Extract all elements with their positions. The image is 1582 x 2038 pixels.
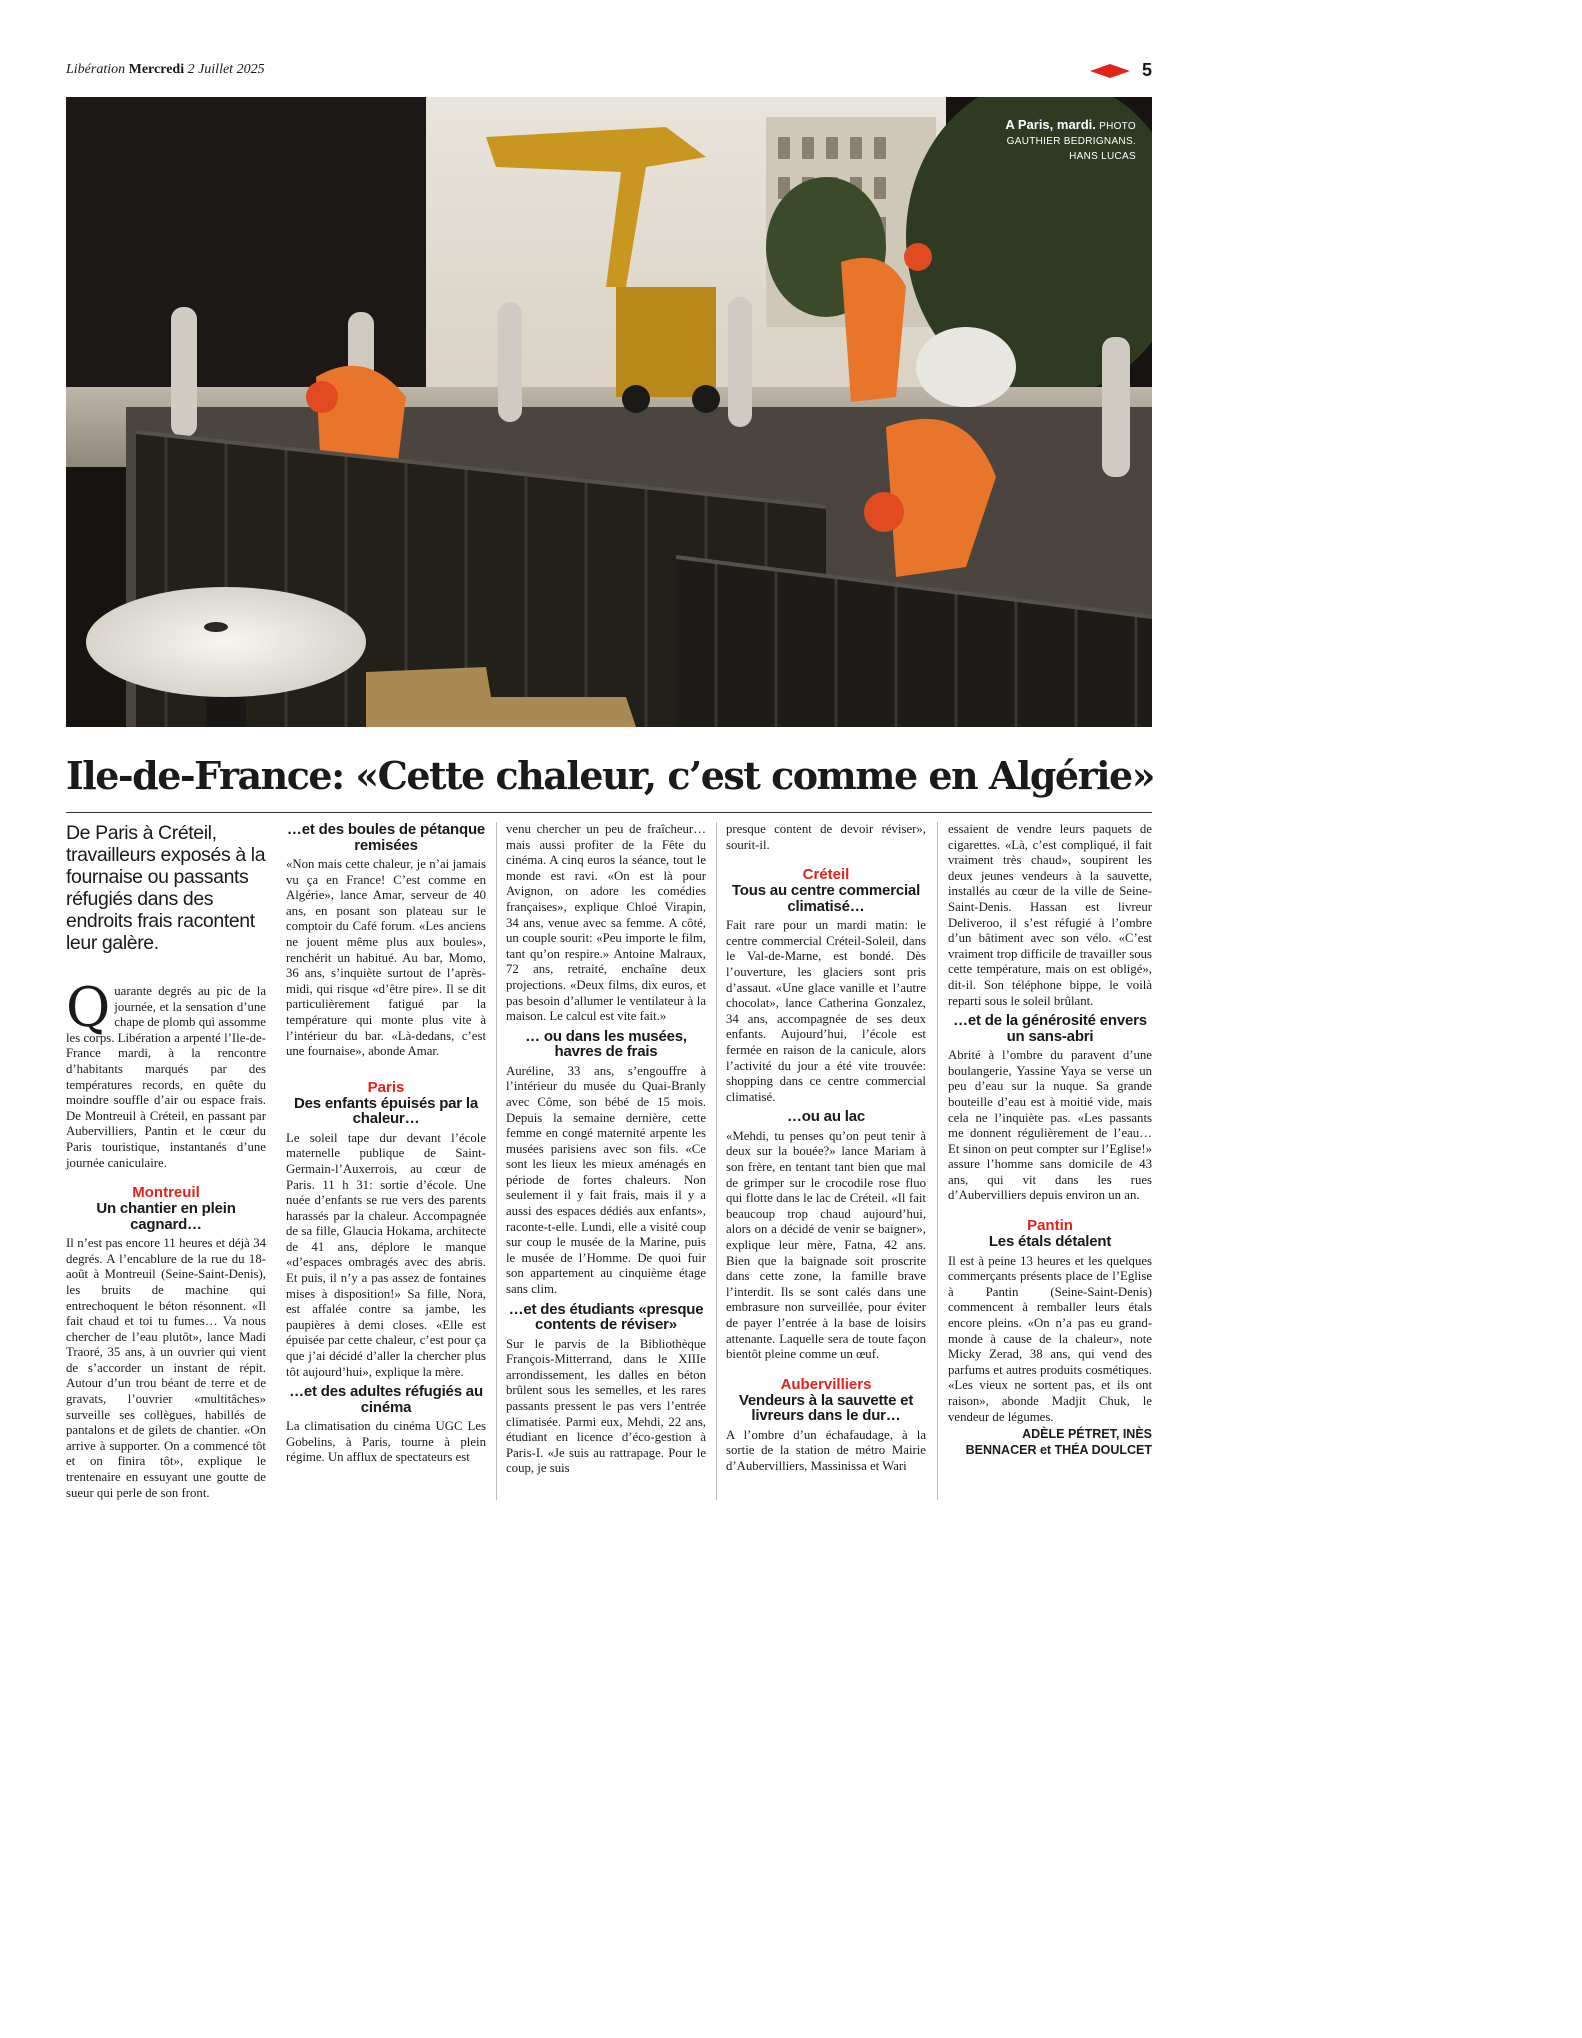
article-standfirst: De Paris à Créteil, travailleurs exposés à la fournaise ou passants réfugiés dans des endroits frais racontent leur galère. xyxy=(66,822,266,954)
section-kicker-paris: Paris xyxy=(367,1078,405,1096)
publication-name: Libération xyxy=(66,62,126,77)
masthead xyxy=(66,62,265,78)
article-column-1 xyxy=(66,822,266,1501)
section-kicker-montreuil: Montreuil xyxy=(132,1184,200,1202)
paragraph-montreuil: Il n’est pas encore 11 heures et déjà 34 degrés. A l’encablure de la rue du 18-août à Montreuil (Seine-Saint-Denis), les bruits de machine qui entrechoquent le béton résonnent. «Il fait chaud et toi tu fumes… Va nous chercher de l’eau plutôt», lance Madi Traoré, 35 ans, à un ouvrier qui vient de s’accorder un instant de répit. Autour d’un trou béant de terre et de gravats, l’ouvrier «multitâches» surveille ses collègues, habillés de pantalons et de gilets de chantier. «On arrive à supporter. On a commencé tôt et on finira tôt», explique le trentenaire en essuyant une goutte de sueur qui perle de son front. xyxy=(66,1236,266,1500)
article-headline: Ile-de-France: «Cette chaleur, c’est comme en Algérie» xyxy=(66,753,1154,798)
article-column-2 xyxy=(286,822,486,1466)
intro-text: uarante degrés au pic de la journée, et la sensation d’une chape de plomb qui assomme les corps. Libération a arpenté l’Ile-de-France mardi, à la rencontre d’habitants marqués par des températures records, en quête du moindre souffle d’air ou espace frais. De Montreuil à Créteil, en passant par Aubervilliers, Pantin et le cœur du Paris touristique, instantanés d’une journée caniculaire. xyxy=(66,984,266,1170)
column-divider xyxy=(496,822,497,1500)
article-byline: ADÈLE PÉTRET, INÈS BENNACER et THÉA DOULCET xyxy=(965,1427,1152,1457)
paragraph-paris: Le soleil tape dur devant l’école maternelle publique de Saint-Germain-l’Auxerrois, au cœur de Paris. 11 h 31: sortie d’école. Une nuée d’enfants se rue vers des parents harassés par la chaleur. Accompagnée de sa fille, Glaucia Hokama, architecte de 41 ans, déplore le manque «d’espaces ombragés avec des abris. Et puis, il n’y a pas assez de fontaines mises à disposition!» Sa fille, Nora, est affalée contre sa jambe, les paupières à demi closes. «Elle est épuisée par cette chaleur, c’est pour ça que j’ai décidé d’aller la chercher plus tôt aujourd’hui», explique la mère. xyxy=(286,1130,486,1379)
caption-place: A Paris, mardi. xyxy=(1005,117,1096,132)
column-divider xyxy=(716,822,717,1500)
caption-credit: PHOTO GAUTHIER BEDRIGNANS. HANS LUCAS xyxy=(1006,121,1136,162)
page-header xyxy=(66,62,1152,84)
paragraph-aubervilliers-end: essaient de vendre leurs paquets de cigarettes. «Là, c’est compliqué, il fait vraiment très chaud», soupirent les deux jeunes vendeurs à la sauvette, installés au cœur de la ville de Seine-Saint-Denis. Hassan est livreur Deliveroo, il s’est réfugié à l’ombre d’un bâtiment avec son vélo. «C’est vraiment trop difficile de travailler sous cette température, mais on est obligé», dit-il. Son téléphone bippe, le voilà reparti sous le soleil brûlant. xyxy=(948,822,1152,1008)
paragraph-lac: «Mehdi, tu penses qu’on peut tenir à deux sur la bouée?» lance Mariam à son frère, en tentant tant bien que mal de grimper sur le crocodile rose fluo qui flotte dans le lac de Créteil. «Il fait beaucoup trop chaud aujourd’hui, alors on a décidé de venir se baigner», explique leur mère, Fatna, 42 ans. Bien que la baignade soit proscrite dans cette zone, la famille brave l’interdit. Ils se sont calés dans une embrasure non surveillée, pour éviter de payer l’entrée à la base de loisirs attenante. Laquelle sera de toute façon bientôt pleine comme un œuf. xyxy=(726,1128,926,1362)
paragraph-sans-abri: Abrité à l’ombre du paravent d’une boulangerie, Yassine Yaya se verse un peu d’eau sur la nuque. Sa grande bouteille d’eau est à moitié vide, mais cela ne l’inquiète pas. «Les passants me donnent régulièrement de l’eau… Et sinon on peut compter sur l’Eglise!» assure l’homme sans domicile de 43 ans, qui vit dans les rues d’Aubervilliers depuis environ un an. xyxy=(948,1048,1152,1203)
construction-workers-photo xyxy=(66,97,1152,727)
subhead-musees: … ou dans les musées, havres de frais xyxy=(525,1027,687,1061)
subhead-cinema: …et des adultes réfugiés au cinéma xyxy=(289,1383,483,1416)
subhead-lac: …ou au lac xyxy=(786,1108,866,1126)
subhead-etals: Les étals détalent xyxy=(988,1233,1112,1251)
subhead-petanque: …et des boules de pétanque remisées xyxy=(286,821,486,854)
column-divider xyxy=(937,822,938,1500)
article-column-4 xyxy=(726,822,926,1475)
liberation-logo-icon xyxy=(1090,64,1130,78)
issue-date: 2 Juillet 2025 xyxy=(187,62,265,77)
page-number: 5 xyxy=(1141,60,1152,80)
subhead-sans-abri: …et de la générosité envers un sans-abri xyxy=(953,1012,1147,1045)
section-kicker-pantin: Pantin xyxy=(1027,1217,1073,1235)
subhead-vendeurs: Vendeurs à la sauvette et livreurs dans le dur… xyxy=(738,1391,914,1425)
paragraph-etudiants-start: Sur le parvis de la Bibliothèque François-Mitterrand, dans le XIIIe arrondissement, les dalles en béton brûlent sous les semelles, et les rares passants pressent le pas vers l’entrée climatisée. Parmi eux, Mehdi, 22 ans, étudiant en licence d’éco-gestion à Paris-I. «Je suis au rattrapage. Pour le coup, je suis xyxy=(506,1336,706,1476)
paragraph-musees: Auréline, 33 ans, s’engouffre à l’intérieur du musée du Quai-Branly avec Côme, son bébé de 15 mois. Depuis la semaine dernière, cette femme en congé maternité arpente les musées parisiens avec son fils. «Ce sont les lieux les mieux aménagés en période de fortes chaleurs. Non seulement il y fait frais, mais il y a aussi des espaces dédiés aux enfants», raconte-t-elle. Lundi, elle a visité coup sur coup le musée de la Marine, puis le musée de l’Homme. De quoi fuir son appartement au cinquième étage sans clim. xyxy=(506,1063,706,1297)
paragraph-petanque: «Non mais cette chaleur, je n’ai jamais vu ça en France! C’est comme en Algérie», lance Amar, serveur de 40 ans, en posant son plateau sur le comptoir du Café forum. «Les anciens ne jouent même plus aux boules», renchérit un habitué. Au bar, Momo, 36 ans, s’inquiète surtout de l’après-midi, qui risque «d’être pire». Il se dit particulièrement fatigué par la température qui monte plus vite à l’intérieur du bar. «Là-dedans, c’est une fournaise», abonde Amar. xyxy=(286,857,486,1059)
photo-caption xyxy=(996,117,1136,164)
paragraph-pantin: Il est à peine 13 heures et les quelques commerçants présents place de l’Eglise à Pantin (Seine-Saint-Denis) commencent à remballer leurs étals encore pleins. «On n’a pas eu grand-monde à cause de la chaleur», note Micky Zerad, 38 ans, qui vend des parfums et autres produits cosmétiques. «Les vieux ne sortent pas, et ils ont raison», abonde Madjit Chuk, le vendeur de légumes. xyxy=(948,1253,1152,1424)
article-photo xyxy=(66,97,1152,727)
subhead-etudiants: …et des étudiants «presque contents de réviser» xyxy=(508,1300,704,1334)
article-intro xyxy=(66,976,266,1171)
section-kicker-aubervilliers: Aubervilliers xyxy=(780,1375,872,1393)
issue-day: Mercredi xyxy=(128,62,185,77)
drop-cap: Q xyxy=(66,976,111,1039)
paragraph-creteil: Fait rare pour un mardi matin: le centre commercial Créteil-Soleil, dans le Val-de-Marne, est bondé. Dès l’ouverture, les glaciers sont pris d’assaut. «Une glace vanille et l’autre chocolat», lance Catherina Gonzalez, 34 ans, accompagnée de ses deux enfants. Aujourd’hui, l’école est fermée en raison de la canicule, alors l’activité du jour a été vite trouvée: shopping dans ce centre commercial climatisé. xyxy=(726,918,926,1104)
subhead-centre-commercial: Tous au centre commercial climatisé… xyxy=(731,882,921,915)
paragraph-cinema-end: venu chercher un peu de fraîcheur… mais aussi profiter de la Fête du cinéma. A cinq euros la séance, tout le monde est ravi. «On est là pour Avignon, on adore les comédies françaises», explique Chloé Virapin, 34 ans, venue avec sa femme. A côté, un couple sourit: «Peu importe le film, tant qu’on respire.» Antoine Malraux, 72 ans, retraité, enchaîne deux projections. «Deux films, dix euros, et pas besoin d’allumer le ventilateur à la maison. Le calcul est vite fait.» xyxy=(506,822,706,1024)
paragraph-aubervilliers-start: A l’ombre d’un échafaudage, à la sortie de la station de métro Mairie d’Aubervilliers, Massinissa et Wari xyxy=(726,1427,926,1473)
article-column-5 xyxy=(948,822,1152,1458)
paragraph-etudiants-end: presque content de devoir réviser», sourit-il. xyxy=(726,822,926,852)
subhead-enfants: Des enfants épuisés par la chaleur… xyxy=(293,1094,479,1128)
paragraph-cinema-start: La climatisation du cinéma UGC Les Gobelins, à Paris, tourne à plein régime. Un afflux de spectateurs est xyxy=(286,1419,486,1465)
article-column-3 xyxy=(506,822,706,1477)
subhead-chantier: Un chantier en plein cagnard… xyxy=(96,1200,236,1233)
headline-rule xyxy=(66,812,1152,813)
section-kicker-creteil: Créteil xyxy=(802,866,850,884)
